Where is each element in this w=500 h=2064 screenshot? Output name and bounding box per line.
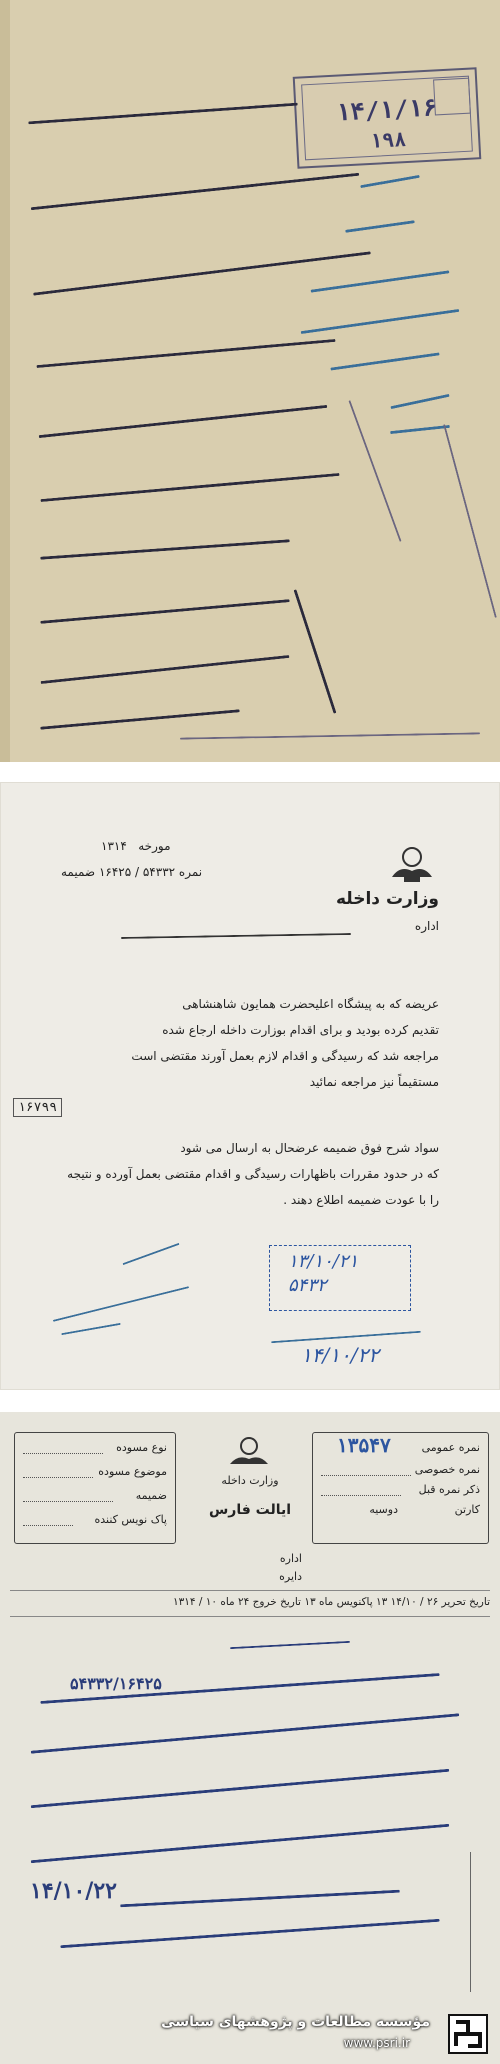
draft-info-box bbox=[14, 1432, 176, 1544]
paragraph-line: تقدیم کرده بودید و برای اقدام بوزارت داخله ارجاع شده bbox=[162, 1023, 439, 1037]
handwriting-line bbox=[31, 1769, 450, 1809]
handwritten-petition-page bbox=[0, 0, 500, 762]
form-label: ذکر نمره قبل bbox=[418, 1483, 480, 1496]
form-ministry-title: وزارت داخله bbox=[221, 1474, 279, 1487]
handwriting-line bbox=[40, 473, 339, 502]
date-label: مورخه bbox=[138, 839, 171, 853]
psri-logo-icon bbox=[448, 2014, 488, 2054]
paragraph-line: عریضه که به پیشگاه اعلیحضرت همایون شاهنشاهی bbox=[182, 997, 439, 1011]
stamp-date: ۱۴/۱/۱۶ bbox=[335, 93, 438, 127]
reference-numbers-box bbox=[312, 1432, 489, 1544]
date-field bbox=[101, 839, 171, 853]
margin-note-stroke bbox=[293, 589, 336, 714]
paper-edge bbox=[0, 0, 10, 762]
handwriting-line bbox=[230, 1641, 350, 1649]
dotted-line bbox=[23, 1525, 73, 1526]
paragraph-line: را با عودت ضمیمه اطلاع دهند . bbox=[283, 1193, 439, 1207]
department-label: دایره bbox=[279, 1570, 302, 1583]
form-divider bbox=[10, 1590, 490, 1591]
number-value: ۵۴۳۳۲ / ۱۶۴۲۵ bbox=[98, 865, 176, 879]
paragraph-line: مراجعه شد که رسیدگی و اقدام لازم بعمل آورند مقتضی است bbox=[131, 1049, 439, 1063]
blue-annotation-stroke bbox=[345, 220, 415, 233]
number-field bbox=[61, 865, 202, 879]
ministry-title: وزارت داخله bbox=[335, 889, 439, 909]
dotted-line bbox=[23, 1453, 103, 1454]
side-reference-number: ۱۶۷۹۹ bbox=[13, 1098, 62, 1117]
blue-annotation-stroke bbox=[390, 425, 450, 434]
stamp-number: ۱۹۸ bbox=[369, 127, 407, 153]
letter-paragraph-1 bbox=[59, 991, 439, 1095]
handwriting-line bbox=[41, 655, 290, 684]
form-label: ضمیمه bbox=[135, 1489, 167, 1502]
blue-annotation-stroke bbox=[360, 175, 420, 188]
registration-stamp bbox=[293, 67, 482, 169]
handwritten-date: ۱۴/۱۰/۲۲ bbox=[301, 1343, 379, 1367]
dated-box-stamp bbox=[269, 1245, 411, 1311]
handwriting-line bbox=[120, 1890, 400, 1908]
handwriting-line bbox=[36, 339, 335, 368]
number-label: نمره bbox=[178, 865, 203, 879]
form-label: نوع مسوده bbox=[116, 1441, 167, 1454]
paragraph-line: که در حدود مقررات باظهارات رسیدگی و اقدام مقتضی بعمل آورده و نتیجه bbox=[67, 1167, 439, 1181]
blue-annotation-stroke bbox=[330, 352, 439, 370]
dotted-line bbox=[321, 1475, 411, 1476]
blue-annotation-stroke bbox=[301, 309, 460, 334]
handwriting-line bbox=[40, 599, 289, 624]
blue-annotation-stroke bbox=[122, 1243, 179, 1265]
form-dates-line: تاریخ تحریر ۲۶ / ۱۴/۱۰ ۱۳ پاکنویس ماه ۱۳ تاریخ خروج ۲۴ ماه ۱۰ / ۱۳۱۴ bbox=[172, 1596, 490, 1608]
form-label: موضوع مسوده bbox=[98, 1465, 167, 1478]
institute-url[interactable]: www.psri.ir bbox=[343, 2036, 410, 2050]
margin-note-stroke bbox=[348, 400, 401, 542]
province-title: ایالت فارس bbox=[208, 1502, 292, 1518]
blue-annotation-stroke bbox=[310, 270, 449, 292]
office-label: اداره bbox=[279, 1552, 302, 1565]
margin-rule bbox=[470, 1852, 471, 1992]
handwriting-line bbox=[40, 709, 240, 729]
form-label: نمره خصوصی bbox=[414, 1463, 480, 1476]
addressee-handwriting bbox=[121, 933, 351, 939]
blue-annotation-stroke bbox=[61, 1323, 120, 1335]
letter-paragraph-2 bbox=[59, 1135, 439, 1213]
form-label: نمره عمومی bbox=[421, 1441, 480, 1454]
ministry-letter-page bbox=[0, 782, 500, 1390]
lion-and-sun-emblem-icon bbox=[384, 841, 440, 885]
institute-name: مؤسسه مطالعات و پژوهشهای سیاسی bbox=[161, 2014, 430, 2030]
handwriting-line bbox=[31, 1824, 450, 1864]
handwriting-line bbox=[31, 173, 360, 210]
bottom-note-stroke bbox=[180, 732, 480, 739]
margin-note-stroke bbox=[443, 424, 497, 618]
blue-annotation-stroke bbox=[53, 1286, 189, 1322]
handwritten-reference-number: ۵۴۳۳۲/۱۶۴۲۵ bbox=[70, 1674, 162, 1693]
handwritten-date: ۱۴/۱۰/۲۲ bbox=[30, 1878, 117, 1904]
archive-footer bbox=[0, 2004, 500, 2064]
date-value: ۱۳۱۴ bbox=[101, 839, 127, 853]
paragraph-line: مستقیماً نیز مراجعه نمائید bbox=[309, 1075, 439, 1089]
box-stamp-text: ۱۳/۱۰/۲۱ ۵۴۳۲ bbox=[288, 1251, 359, 1296]
blue-annotation-stroke bbox=[390, 394, 449, 409]
handwriting-line bbox=[60, 1919, 439, 1949]
attachment-label: ضمیمه bbox=[61, 865, 96, 879]
handwriting-line bbox=[39, 405, 328, 438]
fars-province-form-page bbox=[0, 1412, 500, 2064]
form-label: پاک نویس کننده bbox=[94, 1513, 167, 1526]
form-label: دوسیه bbox=[369, 1503, 398, 1516]
paragraph-line: سواد شرح فوق ضمیمه عرضحال به ارسال می شود bbox=[180, 1141, 439, 1155]
office-field: اداره bbox=[414, 919, 439, 933]
blue-underline bbox=[271, 1331, 421, 1343]
dotted-line bbox=[321, 1495, 401, 1496]
dotted-line bbox=[23, 1477, 93, 1478]
dotted-line bbox=[23, 1501, 113, 1502]
handwriting-line bbox=[40, 539, 290, 559]
general-number-value: ۱۳۵۴۷ bbox=[337, 1433, 391, 1457]
handwriting-line bbox=[31, 1713, 460, 1753]
form-label: کارتن bbox=[454, 1503, 480, 1516]
handwriting-line bbox=[28, 103, 298, 125]
lion-and-sun-emblem-icon bbox=[224, 1432, 274, 1472]
form-divider bbox=[10, 1616, 490, 1617]
